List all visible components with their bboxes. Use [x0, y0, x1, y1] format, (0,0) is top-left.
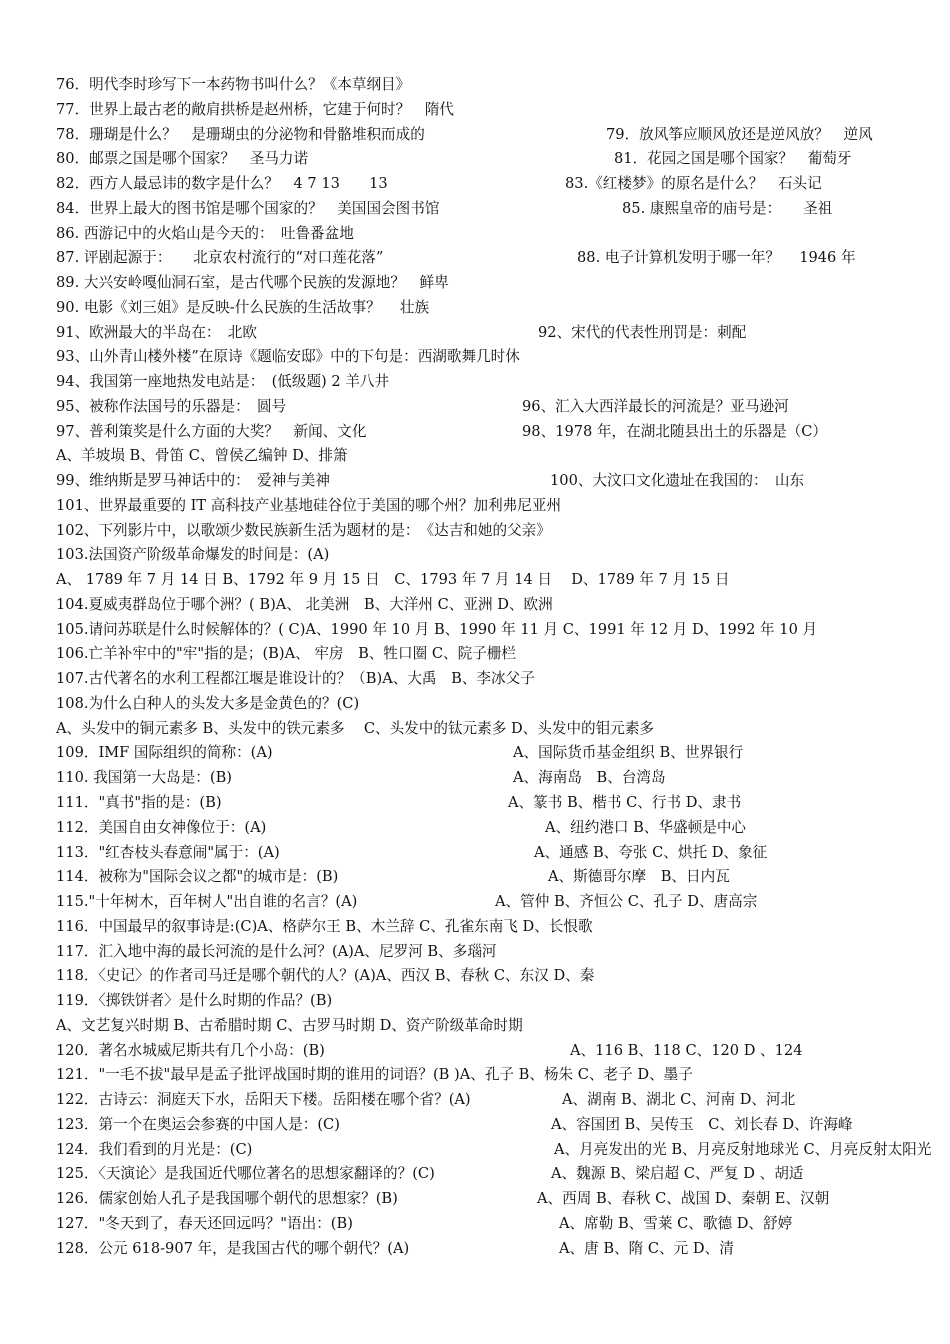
question-text: 110. 我国第一大岛是：(B)	[56, 769, 232, 786]
question-text-right: A、月亮发出的光 B、月亮反射地球光 C、月亮反射太阳光	[554, 1141, 932, 1158]
question-text-right: A、斯德哥尔摩 B、日内瓦	[548, 868, 730, 885]
question-text-right: A、魏源 B、梁启超 C、严复 D 、胡适	[551, 1165, 804, 1182]
question-line	[0, 1211, 950, 1236]
question-line	[0, 394, 950, 419]
question-text: 120．著名水城威尼斯共有几个小岛：(B)	[56, 1042, 325, 1059]
question-text: A、头发中的铜元素多 B、头发中的铁元素多 C、头发中的钛元素多 D、头发中的钼元素多	[56, 720, 655, 737]
question-text: 90. 电影《刘三姐》是反映-什么民族的生活故事？ 壮族	[56, 299, 430, 316]
question-text: 104.夏威夷群岛位于哪个洲？( B)A、 北美洲 B、大洋州 C、亚洲 D、欧洲	[56, 596, 553, 613]
question-line	[0, 1062, 950, 1087]
question-text-right: A、篆书 B、楷书 C、行书 D、隶书	[508, 794, 742, 811]
question-text: 124．我们看到的月光是：(C)	[56, 1141, 253, 1158]
question-line	[0, 790, 950, 815]
question-line	[0, 617, 950, 642]
question-text-right: 96、汇入大西洋最长的河流是？亚马逊河	[522, 398, 789, 415]
question-text: 127．"冬天到了，春天还回远吗？"语出：(B)	[56, 1215, 353, 1232]
question-line	[0, 146, 950, 171]
question-text: 128．公元 618-907 年，是我国古代的哪个朝代？(A)	[56, 1240, 410, 1257]
question-line	[0, 419, 950, 444]
question-text: 105.请问苏联是什么时候解体的？( C)A、1990 年 10 月 B、1990 年 11 月 C、1991 年 12 月 D、1992 年 10 月	[56, 621, 818, 638]
question-line	[0, 1087, 950, 1112]
question-text: 84．世界上最大的图书馆是哪个国家的？ 美国国会图书馆	[56, 200, 440, 217]
question-text: 112．美国自由女神像位于：(A)	[56, 819, 267, 836]
question-text: 99、维纳斯是罗马神话中的： 爱神与美神	[56, 472, 330, 489]
question-line	[0, 592, 950, 617]
question-line	[0, 641, 950, 666]
question-text-right: A、海南岛 B、台湾岛	[513, 769, 666, 786]
question-text: 93、山外青山楼外楼”在原诗《题临安邸》中的下句是：西湖歌舞几时休	[56, 348, 520, 365]
question-text: 94、我国第一座地热发电站是： (低级题) 2 羊八井	[56, 373, 390, 390]
question-line	[0, 493, 950, 518]
question-line	[0, 716, 950, 741]
question-line	[0, 939, 950, 964]
question-text-right: A、通感 B、夸张 C、烘托 D、象征	[534, 844, 768, 861]
question-text: 111．"真书"指的是：(B)	[56, 794, 222, 811]
question-text: 114．被称为"国际会议之都"的城市是：(B)	[56, 868, 339, 885]
question-text-right: A、唐 B、隋 C、元 D、清	[559, 1240, 734, 1257]
question-line	[0, 889, 950, 914]
question-line	[0, 1112, 950, 1137]
question-text: 106.亡羊补牢中的"牢"指的是；(B)A、 牢房 B、牲口圈 C、院子栅栏	[56, 645, 516, 662]
question-text-right: A、容国团 B、吴传玉 C、刘长春 D、许海峰	[551, 1116, 853, 1133]
question-text-right: A、116 B、118 C、120 D 、124	[570, 1042, 803, 1059]
question-line	[0, 691, 950, 716]
question-line	[0, 270, 950, 295]
question-text: 126．儒家创始人孔子是我国哪个朝代的思想家？(B)	[56, 1190, 398, 1207]
question-text: 77．世界上最古老的敞肩拱桥是赵州桥，它建于何时？ 隋代	[56, 101, 455, 118]
question-line	[0, 196, 950, 221]
question-text-right: A、席勒 B、雪莱 C、歌德 D、舒婷	[559, 1215, 793, 1232]
question-text-right: 88. 电子计算机发明于哪一年？ 1946 年	[577, 249, 856, 266]
question-line	[0, 1137, 950, 1162]
question-line	[0, 542, 950, 567]
question-text: 107.古代著名的水利工程都江堰是谁设计的？（B)A、大禹 B、李冰父子	[56, 670, 535, 687]
question-text: 121．"一毛不拔"最早是孟子批评战国时期的谁用的词语？(B )A、孔子 B、杨朱 C、老子 D、墨子	[56, 1066, 693, 1083]
question-line	[0, 1013, 950, 1038]
question-text: 95、被称作法国号的乐器是： 圆号	[56, 398, 287, 415]
question-line	[0, 567, 950, 592]
question-line	[0, 740, 950, 765]
question-text: 89. 大兴安岭嘎仙洞石室，是古代哪个民族的发源地？ 鲜卑	[56, 274, 449, 291]
question-line	[0, 97, 950, 122]
question-text: A、羊坡埙 B、骨笛 C、曾侯乙编钟 D、排箫	[56, 447, 348, 464]
question-line	[0, 320, 950, 345]
question-text-right: 100、大汶口文化遗址在我国的： 山东	[550, 472, 805, 489]
question-line	[0, 1161, 950, 1186]
question-text: 101、世界最重要的 IT 高科技产业基地硅谷位于美国的哪个州？加利弗尼亚州	[56, 497, 562, 514]
question-text: 109．IMF 国际组织的简称：(A)	[56, 744, 273, 761]
question-line	[0, 666, 950, 691]
question-text-right: 79．放风筝应顺风放还是逆风放？ 逆风	[606, 126, 873, 143]
question-text: 116．中国最早的叙事诗是:(C)A、格萨尔王 B、木兰辞 C、孔雀东南飞 D、长恨歌	[56, 918, 593, 935]
question-text: 117．汇入地中海的最长河流的是什么河？(A)A、尼罗河 B、多瑙河	[56, 943, 497, 960]
question-line	[0, 245, 950, 270]
question-line	[0, 1038, 950, 1063]
question-text: 113．"红杏枝头春意闹"属于：(A)	[56, 844, 280, 861]
question-text: A、 1789 年 7 月 14 日 B、1792 年 9 月 15 日 C、1793 年 7 月 14 日 D、1789 年 7 月 15 日	[56, 571, 730, 588]
question-text: 103.法国资产阶级革命爆发的时间是：(A)	[56, 546, 330, 563]
question-text-right: 83.《红楼梦》的原名是什么？ 石头记	[565, 175, 822, 192]
question-line	[0, 72, 950, 97]
question-text-right: 98、1978 年，在湖北随县出土的乐器是（C）	[522, 423, 828, 440]
question-line	[0, 171, 950, 196]
question-text-right: 85. 康熙皇帝的庙号是： 圣祖	[622, 200, 833, 217]
question-line	[0, 468, 950, 493]
question-text-right: 92、宋代的代表性刑罚是：刺配	[538, 324, 747, 341]
question-line	[0, 840, 950, 865]
question-text: 125．〈天演论〉是我国近代哪位著名的思想家翻译的？(C)	[56, 1165, 435, 1182]
question-text: 97、普利策奖是什么方面的大奖？ 新闻、文化	[56, 423, 367, 440]
question-text: 76．明代李时珍写下一本药物书叫什么？《本草纲目》	[56, 76, 411, 93]
question-line	[0, 518, 950, 543]
question-line	[0, 914, 950, 939]
question-text: A、文艺复兴时期 B、古希腊时期 C、古罗马时期 D、资产阶级革命时期	[56, 1017, 523, 1034]
question-line	[0, 344, 950, 369]
question-text: 91、欧洲最大的半岛在： 北欧	[56, 324, 257, 341]
question-line	[0, 122, 950, 147]
question-line	[0, 765, 950, 790]
question-text: 86. 西游记中的火焰山是今天的： 吐鲁番盆地	[56, 225, 354, 242]
question-line	[0, 815, 950, 840]
question-text: 123．第一个在奥运会参赛的中国人是：(C)	[56, 1116, 340, 1133]
question-text-right: A、西周 B、春秋 C、战国 D、秦朝 E、汉朝	[537, 1190, 830, 1207]
question-text-right: A、国际货币基金组织 B、世界银行	[513, 744, 744, 761]
question-text: 119．〈掷铁饼者〉是什么时期的作品？(B)	[56, 992, 333, 1009]
question-line	[0, 221, 950, 246]
question-line	[0, 988, 950, 1013]
question-line	[0, 369, 950, 394]
question-line	[0, 864, 950, 889]
question-line	[0, 443, 950, 468]
question-text: 80．邮票之国是哪个国家？ 圣马力诺	[56, 150, 309, 167]
question-line	[0, 295, 950, 320]
question-text-right: A、管仲 B、齐恒公 C、孔子 D、唐高宗	[495, 893, 758, 910]
question-text-right: 81．花园之国是哪个国家？ 葡萄牙	[614, 150, 852, 167]
question-text: 118．〈史记〉的作者司马迁是哪个朝代的人？(A)A、西汉 B、春秋 C、东汉 D、秦	[56, 967, 595, 984]
question-text: 78．珊瑚是什么？ 是珊瑚虫的分泌物和骨骼堆积而成的	[56, 126, 425, 143]
question-text: 87. 评剧起源于： 北京农村流行的“对口莲花落”	[56, 249, 384, 266]
question-text: 122．古诗云：洞庭天下水，岳阳天下楼。岳阳楼在哪个省？(A)	[56, 1091, 471, 1108]
question-text: 102、下列影片中，以歌颂少数民族新生活为题材的是： 《达吉和她的父亲》	[56, 522, 551, 539]
question-line	[0, 1186, 950, 1211]
question-text: 108.为什么白种人的头发大多是金黄色的？(C)	[56, 695, 360, 712]
question-text-right: A、湖南 B、湖北 C、河南 D、河北	[562, 1091, 796, 1108]
question-line	[0, 963, 950, 988]
question-line	[0, 1236, 950, 1261]
question-text: 115."十年树木，百年树人"出自谁的名言？(A)	[56, 893, 358, 910]
question-text-right: A、纽约港口 B、华盛顿是中心	[545, 819, 747, 836]
question-text: 82．西方人最忌讳的数字是什么？ 4 7 13 13	[56, 175, 388, 192]
